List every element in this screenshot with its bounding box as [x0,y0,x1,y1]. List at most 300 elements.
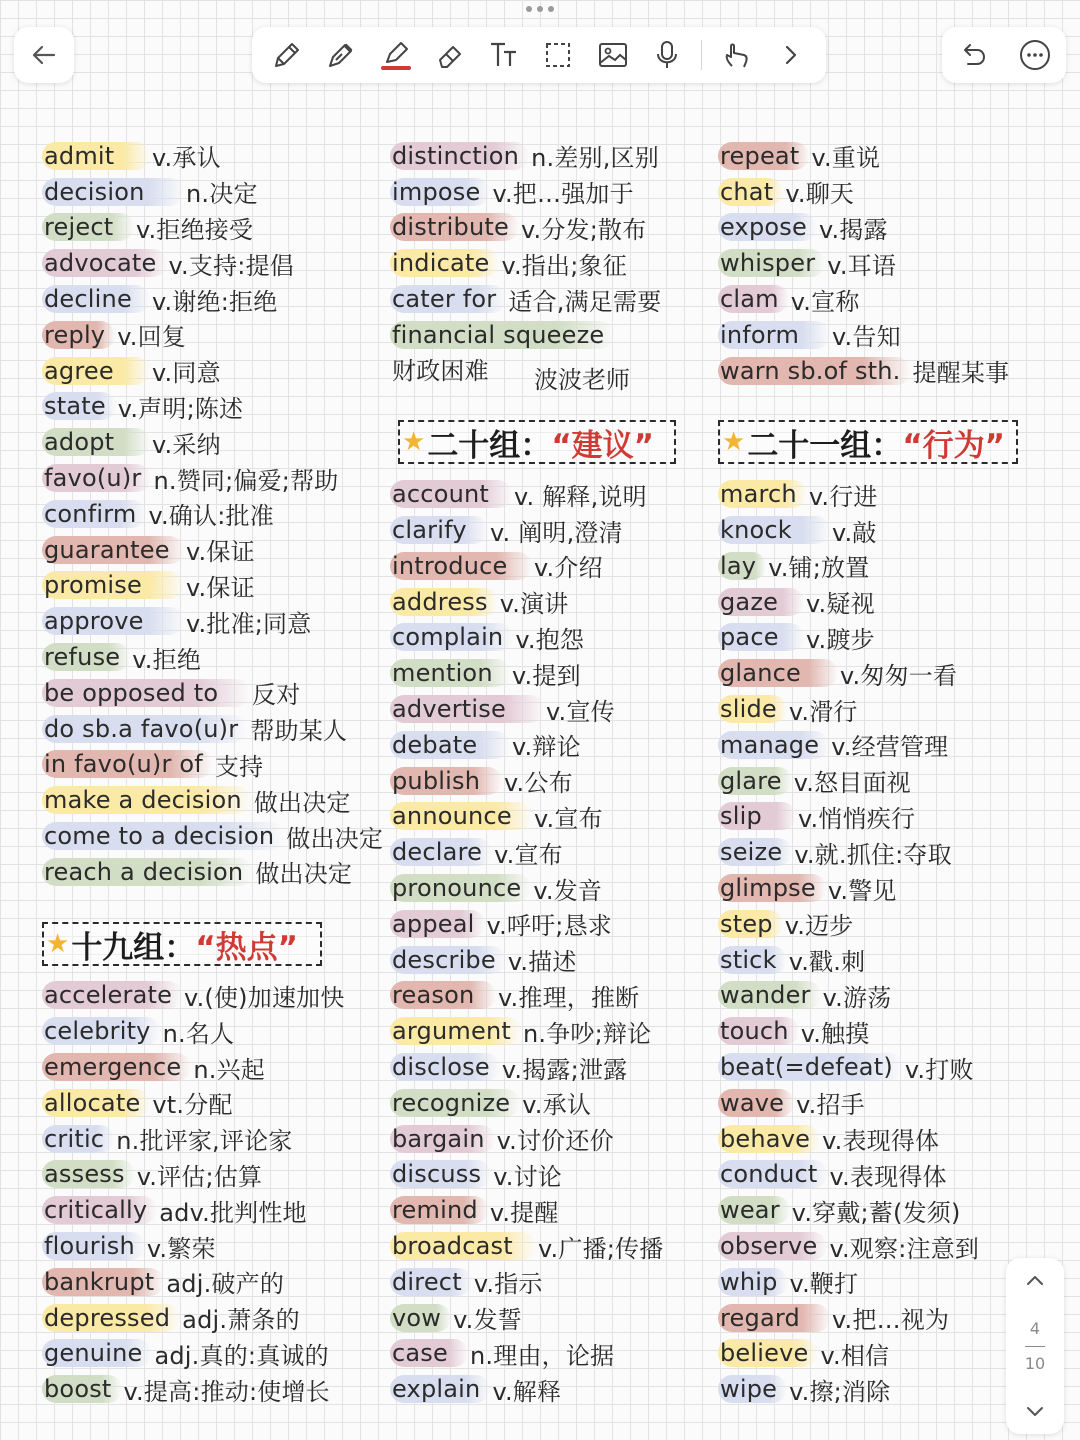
vocab-entry [390,942,708,978]
vocab-definition: v.发誓 [453,1306,522,1335]
vocab-term: make a decision [42,786,252,814]
vocab-definition: v.告知 [832,323,901,352]
page-divider [1025,1346,1045,1347]
vocab-term: believe [718,1339,818,1367]
vocab-term: approve [42,607,184,635]
vocab-definition: v.推理，推断 [498,983,640,1012]
pencil-icon [270,38,304,72]
right-toolbar [942,27,1066,83]
chevron-up-icon[interactable] [1022,1268,1048,1294]
vocab-definition: v.打败 [904,1055,974,1084]
vocab-term: refuse [42,643,130,671]
vocab-definition: v.讨论 [493,1162,563,1191]
vocab-term: glance [718,659,838,687]
highlighter-tool[interactable] [376,35,416,75]
vocab-entry [42,1336,382,1372]
text-tool[interactable] [484,35,524,75]
vocab-definition: v.承认 [522,1091,592,1120]
vocab-term: warn sb.of sth. [718,357,911,385]
vocab-definition: v.怒目面视 [793,769,911,798]
vocab-entry [390,691,708,727]
vocab-term: financial squeeze [390,321,614,349]
vocab-term: indicate [390,249,499,277]
vocab-entry [718,1264,1048,1300]
vocab-entry [718,1192,1048,1228]
vocab-term: argument [390,1017,521,1045]
vocab-definition: v.行进 [808,482,878,511]
vocab-entry [390,1192,708,1228]
vocab-entry [390,1013,708,1049]
vocab-entry [42,675,382,711]
vocab-term: whip [718,1268,788,1296]
vocab-definition: adj.真的:真诚的 [154,1341,329,1370]
vocab-entry [718,691,1048,727]
vocab-entry [42,389,382,425]
vocab-term: disclose [390,1053,500,1081]
star-icon: ★ [722,427,746,457]
vocab-entry [718,1049,1048,1085]
vocab-term: touch [718,1017,799,1045]
highlighter-icon [379,38,413,72]
vocab-term: inform [718,321,830,349]
vocab-entry [390,584,708,620]
vocab-entry [718,353,1048,389]
vocab-definition: v.表现得体 [822,1127,940,1156]
vocab-entry [718,655,1048,691]
vocab-definition: v.宣布 [494,840,563,869]
vocab-term: stick [718,946,787,974]
vocab-entry [390,1085,708,1121]
vocab-entry [42,281,382,317]
vocab-definition: v.抱怨 [515,625,585,654]
vocab-term: pace [718,623,804,651]
undo-icon [956,38,990,72]
vocab-entry [718,834,1048,870]
eraser-tool[interactable] [430,35,470,75]
vocab-definition: v.谢绝:拒绝 [152,287,278,316]
star-icon: ★ [46,929,70,959]
vocab-term: advocate [42,249,167,277]
vocab-entry [718,1013,1048,1049]
vocab-term: depressed [42,1304,180,1332]
vocab-definition: v.警见 [827,876,897,905]
chevron-down-icon[interactable] [1022,1398,1048,1424]
vocab-term: distinction [390,142,529,170]
vocab-definition: v.宣称 [790,287,860,316]
image-icon [596,38,630,72]
vocab-entry [42,568,382,604]
undo-button[interactable] [953,35,993,75]
pencil-tool[interactable] [267,35,307,75]
vocab-term: recognize [390,1089,520,1117]
vocab-entry [42,1049,382,1085]
vocab-definition: v.鞭打 [789,1270,859,1299]
vocab-definition: v.疑视 [806,590,875,619]
group-topic: “热点” [195,929,299,966]
vocab-term: emergence [42,1053,191,1081]
vocab-term: account [390,480,512,508]
more-options-button[interactable] [1015,35,1055,75]
vocab-entry [718,548,1048,584]
image-tool[interactable] [593,35,633,75]
vocab-definition: v.耳语 [827,251,897,280]
total-pages: 10 [1024,1353,1046,1373]
vocab-entry [42,747,382,783]
touch-tool[interactable] [717,35,757,75]
vocab-term: repeat [718,142,809,170]
vocab-entry [390,906,708,942]
vocab-term: admit [42,142,150,170]
back-button[interactable] [14,27,74,83]
page-navigator [1006,1258,1064,1434]
vocab-definition: v.拒绝 [132,645,202,674]
vocab-definition: v.发音 [533,876,603,905]
vocab-term: decision [42,178,184,206]
vocab-definition: v.承认 [152,144,221,173]
microphone-tool[interactable] [647,35,687,75]
vocab-definition: 做出决定 [286,824,384,853]
vocab-definition: adv.批判性地 [159,1198,307,1227]
vocab-term: assess [42,1160,135,1188]
vocab-term: reach a decision [42,858,253,886]
vocab-entry [390,281,708,317]
vocab-term: clam [718,285,789,313]
vocab-entry [42,1228,382,1264]
vocab-entry [718,138,1048,174]
teacher-signature: 波波老师 [534,366,630,394]
vocab-entry [390,245,708,281]
vocab-definition: 提醒某事 [912,359,1010,388]
vocab-term: gaze [718,588,804,616]
group-title: 二十一组： [747,427,903,464]
vocab-term: be opposed to [42,679,250,707]
vocab-term: complain [390,623,513,651]
vocab-entry [42,460,382,496]
vocab-term: knock [718,516,830,544]
vocab-term: beat(=defeat) [718,1053,903,1081]
vocab-term: direct [390,1268,472,1296]
vocab-entry [42,1192,382,1228]
vocab-definition: v.铺;放置 [768,554,870,583]
vocab-term: discuss [390,1160,491,1188]
vocab-entry [390,1336,708,1372]
vocab-definition: v.相信 [820,1341,890,1370]
vocab-term: celebrity [42,1017,161,1045]
vocab-definition: v.采纳 [152,430,221,459]
vocab-term: adopt [42,428,150,456]
vocab-definition: n.名人 [162,1019,235,1048]
vocab-entry [42,210,382,246]
vocab-definition: v.广播;传播 [538,1234,664,1263]
vocab-definition: v.匆匆一看 [840,661,958,690]
vocab-entry [390,1157,708,1193]
vocab-term: march [718,480,807,508]
vocab-entry [42,1264,382,1300]
vocab-entry [390,1049,708,1085]
vocab-term: announce [390,802,532,830]
vocab-term: introduce [390,552,532,580]
vocab-term: do sb.a favo(u)r [42,715,248,743]
vocab-term: boost [42,1375,122,1403]
vocab-definition: 支持 [214,752,264,781]
vocab-term: critic [42,1125,114,1153]
vocab-column-3 [718,138,1048,1407]
vocab-entry [390,1228,708,1264]
vocab-definition: adj.破产的 [166,1270,285,1299]
vocab-definition: v.提醒 [489,1198,559,1227]
vocab-term: in favo(u)r of [42,750,213,778]
vocab-entry [718,174,1048,210]
vocab-entry [390,512,708,548]
vocab-definition: v.描述 [507,948,577,977]
vocab-term: agree [42,357,150,385]
vocab-definition: v.把…视为 [832,1306,950,1335]
arrow-left-icon [29,40,59,70]
vocab-definition: v.触摸 [800,1019,870,1048]
vocab-definition: v.聊天 [785,180,855,209]
vocab-definition: 做出决定 [253,788,351,817]
vocab-definition: v.保证 [186,538,255,567]
vocab-entry [390,317,708,353]
vocab-term: whisper [718,249,825,277]
vocab-definition: v.公布 [504,769,573,798]
vocab-entry [42,782,382,818]
vocab-entry [390,210,708,246]
vocab-term: declare [390,838,492,866]
vocab-definition: 做出决定 [255,860,353,889]
vocab-definition: v.迈步 [784,912,854,941]
lasso-icon [541,38,575,72]
vocab-entry [718,727,1048,763]
vocab-definition: v.繁荣 [146,1234,216,1263]
vocab-entry [42,174,382,210]
vocab-term: debate [390,731,510,759]
vocab-term: observe [718,1232,827,1260]
vocab-entry [42,1300,382,1336]
vocab-definition: v.拒绝接受 [136,215,254,244]
vocab-term: reason [390,981,496,1009]
group-topic: “建议” [551,427,655,464]
vocab-definition: v.游荡 [822,983,892,1012]
vocab-entry [42,639,382,675]
more-horizontal-icon [1018,38,1052,72]
vocab-term: wander [718,981,821,1009]
vocab-definition: v.讨价还价 [496,1127,614,1156]
vocab-term: wipe [718,1375,787,1403]
vocab-term: lay [718,552,766,580]
microphone-icon [650,38,684,72]
vocab-entry [42,138,382,174]
vocab-entry [390,620,708,656]
vocab-entry [718,281,1048,317]
toolbar-more-button[interactable] [771,35,811,75]
vocab-definition: v.回复 [117,323,186,352]
vocab-term: behave [718,1125,820,1153]
vocab-term: favo(u)r [42,464,151,492]
vocab-entry [42,978,382,1014]
vocab-entry [718,763,1048,799]
vocab-entry [42,317,382,353]
vocab-term: flourish [42,1232,145,1260]
vocab-definition: v.滑行 [788,697,858,726]
vocab-entry [42,711,382,747]
vocab-term: accelerate [42,981,182,1009]
vocab-definition: v.敲 [832,518,877,547]
chevron-right-icon [774,38,808,72]
vocab-term: wear [718,1196,790,1224]
group-title: 十九组： [71,929,196,966]
vocab-definition: v.介绍 [534,554,603,583]
vocab-term: state [42,392,116,420]
vocab-entry [718,476,1048,512]
vocab-term: broadcast [390,1232,536,1260]
lasso-tool[interactable] [538,35,578,75]
vocab-term: slip [718,802,796,830]
vocab-term: reply [42,321,115,349]
current-page: 4 [1029,1318,1041,1338]
vocab-entry [390,655,708,691]
group-21-header [718,420,1018,464]
vocab-definition: v.指出;象征 [501,251,627,280]
vocab-term: cater for [390,285,506,313]
vocab-entry [390,476,708,512]
vocab-definition: v.(使)加速加快 [184,983,345,1012]
vocab-entry [390,1121,708,1157]
vocab-definition: v.支持:提倡 [168,251,294,280]
vocab-entry [718,906,1048,942]
eraser-icon [433,38,467,72]
vocab-definition: v.悄悄疾行 [798,804,916,833]
vocab-entry [718,317,1048,353]
vocab-entry [390,174,708,210]
drawing-toolbar [252,27,826,83]
vocab-entry [390,1371,708,1407]
vocab-term: describe [390,946,506,974]
vocab-definition: n.争吵;辩论 [522,1019,652,1048]
vocab-term: allocate [42,1089,150,1117]
vocab-term: confirm [42,500,146,528]
vocab-definition: v. 解释,说明 [514,482,647,511]
vocab-term: appeal [390,910,485,938]
vocab-definition: v.经营管理 [831,733,949,762]
vocab-entry [42,854,382,890]
vocab-definition: 反对 [252,681,301,710]
vocab-entry [42,1157,382,1193]
drag-handle[interactable] [522,6,558,16]
vocab-entry [718,1371,1048,1407]
vocab-definition: v.同意 [152,359,221,388]
vocab-term: advertise [390,695,544,723]
vocab-definition: v.招手 [796,1091,865,1120]
vocab-entry [718,942,1048,978]
vocab-term: glimpse [718,874,826,902]
star-icon: ★ [402,427,426,457]
pen-icon [324,38,358,72]
vocab-definition: v.踱步 [806,625,875,654]
vocab-definition: v.表现得体 [829,1162,947,1191]
vocab-term: vow [390,1304,451,1332]
vocab-entry [390,870,708,906]
vocab-column-1 [42,138,382,1407]
vocab-term: guarantee [42,536,184,564]
vocab-definition: v.擦;消除 [789,1377,891,1406]
vocab-definition: v.指示 [473,1270,543,1299]
vocab-entry [718,512,1048,548]
vocab-entry [42,1013,382,1049]
vocab-definition: n.赞同;偏爱;帮助 [153,466,339,495]
vocab-term: decline [42,285,150,313]
vocab-entry [390,978,708,1014]
vocab-definition: v.批准;同意 [186,609,312,638]
group-19-header [42,922,322,966]
vocab-entry [718,978,1048,1014]
vocab-term: bargain [390,1125,495,1153]
vocab-term: manage [718,731,829,759]
vocab-definition: n.批评家,评论家 [116,1127,293,1156]
vocab-definition: 帮助某人 [250,717,348,746]
vocab-entry [390,138,708,174]
vocab-entry [390,799,708,835]
vocab-term: address [390,588,498,616]
vocab-term: publish [390,767,502,795]
vocab-definition: v.揭露;泄露 [501,1055,628,1084]
vocab-definition: v.穿戴;蓄(发须) [791,1198,961,1227]
vocab-term: chat [718,178,783,206]
vocab-entry [718,1085,1048,1121]
vocab-definition: v.声明;陈述 [117,394,244,423]
vocab-definition: v.提到 [512,661,581,690]
vocab-definition: v.确认:批准 [148,502,274,531]
vocab-term: expose [718,213,817,241]
vocab-entry [390,727,708,763]
vocab-definition: v.解释 [492,1377,562,1406]
vocab-definition: v.演讲 [499,590,569,619]
vocab-entry [390,1264,708,1300]
vocab-entry [718,584,1048,620]
vocab-definition: 适合,满足需要 [508,287,662,316]
vocab-definition: v. 阐明,澄清 [490,518,623,547]
vocab-term: slide [718,695,787,723]
vocab-entry [42,1085,382,1121]
group-20-header [398,420,676,464]
vocab-term: distribute [390,213,519,241]
vocab-entry [42,353,382,389]
vocab-entry [42,1121,382,1157]
vocab-term: seize [718,838,792,866]
vocab-term: clarify [390,516,488,544]
vocab-term: regard [718,1304,830,1332]
vocab-term: glare [718,767,792,795]
vocab-definition: n.决定 [186,180,258,209]
vocab-definition: v.重说 [811,144,881,173]
vocab-entry [42,532,382,568]
vocab-entry [718,1121,1048,1157]
toolbar-divider [701,40,702,70]
vocab-definition: v.戳.刺 [788,948,866,977]
vocab-definition: v.宣传 [546,697,615,726]
vocab-entry [718,620,1048,656]
pen-tool[interactable] [321,35,361,75]
vocab-entry [42,245,382,281]
vocab-definition: v.就.抓住:夺取 [794,840,952,869]
vocab-entry [718,870,1048,906]
vocab-entry [718,1300,1048,1336]
vocab-entry [390,1300,708,1336]
group-title: 二十组： [427,427,552,464]
vocab-term: conduct [718,1160,828,1188]
spacer-row [42,890,382,926]
vocab-term: mention [390,659,510,687]
